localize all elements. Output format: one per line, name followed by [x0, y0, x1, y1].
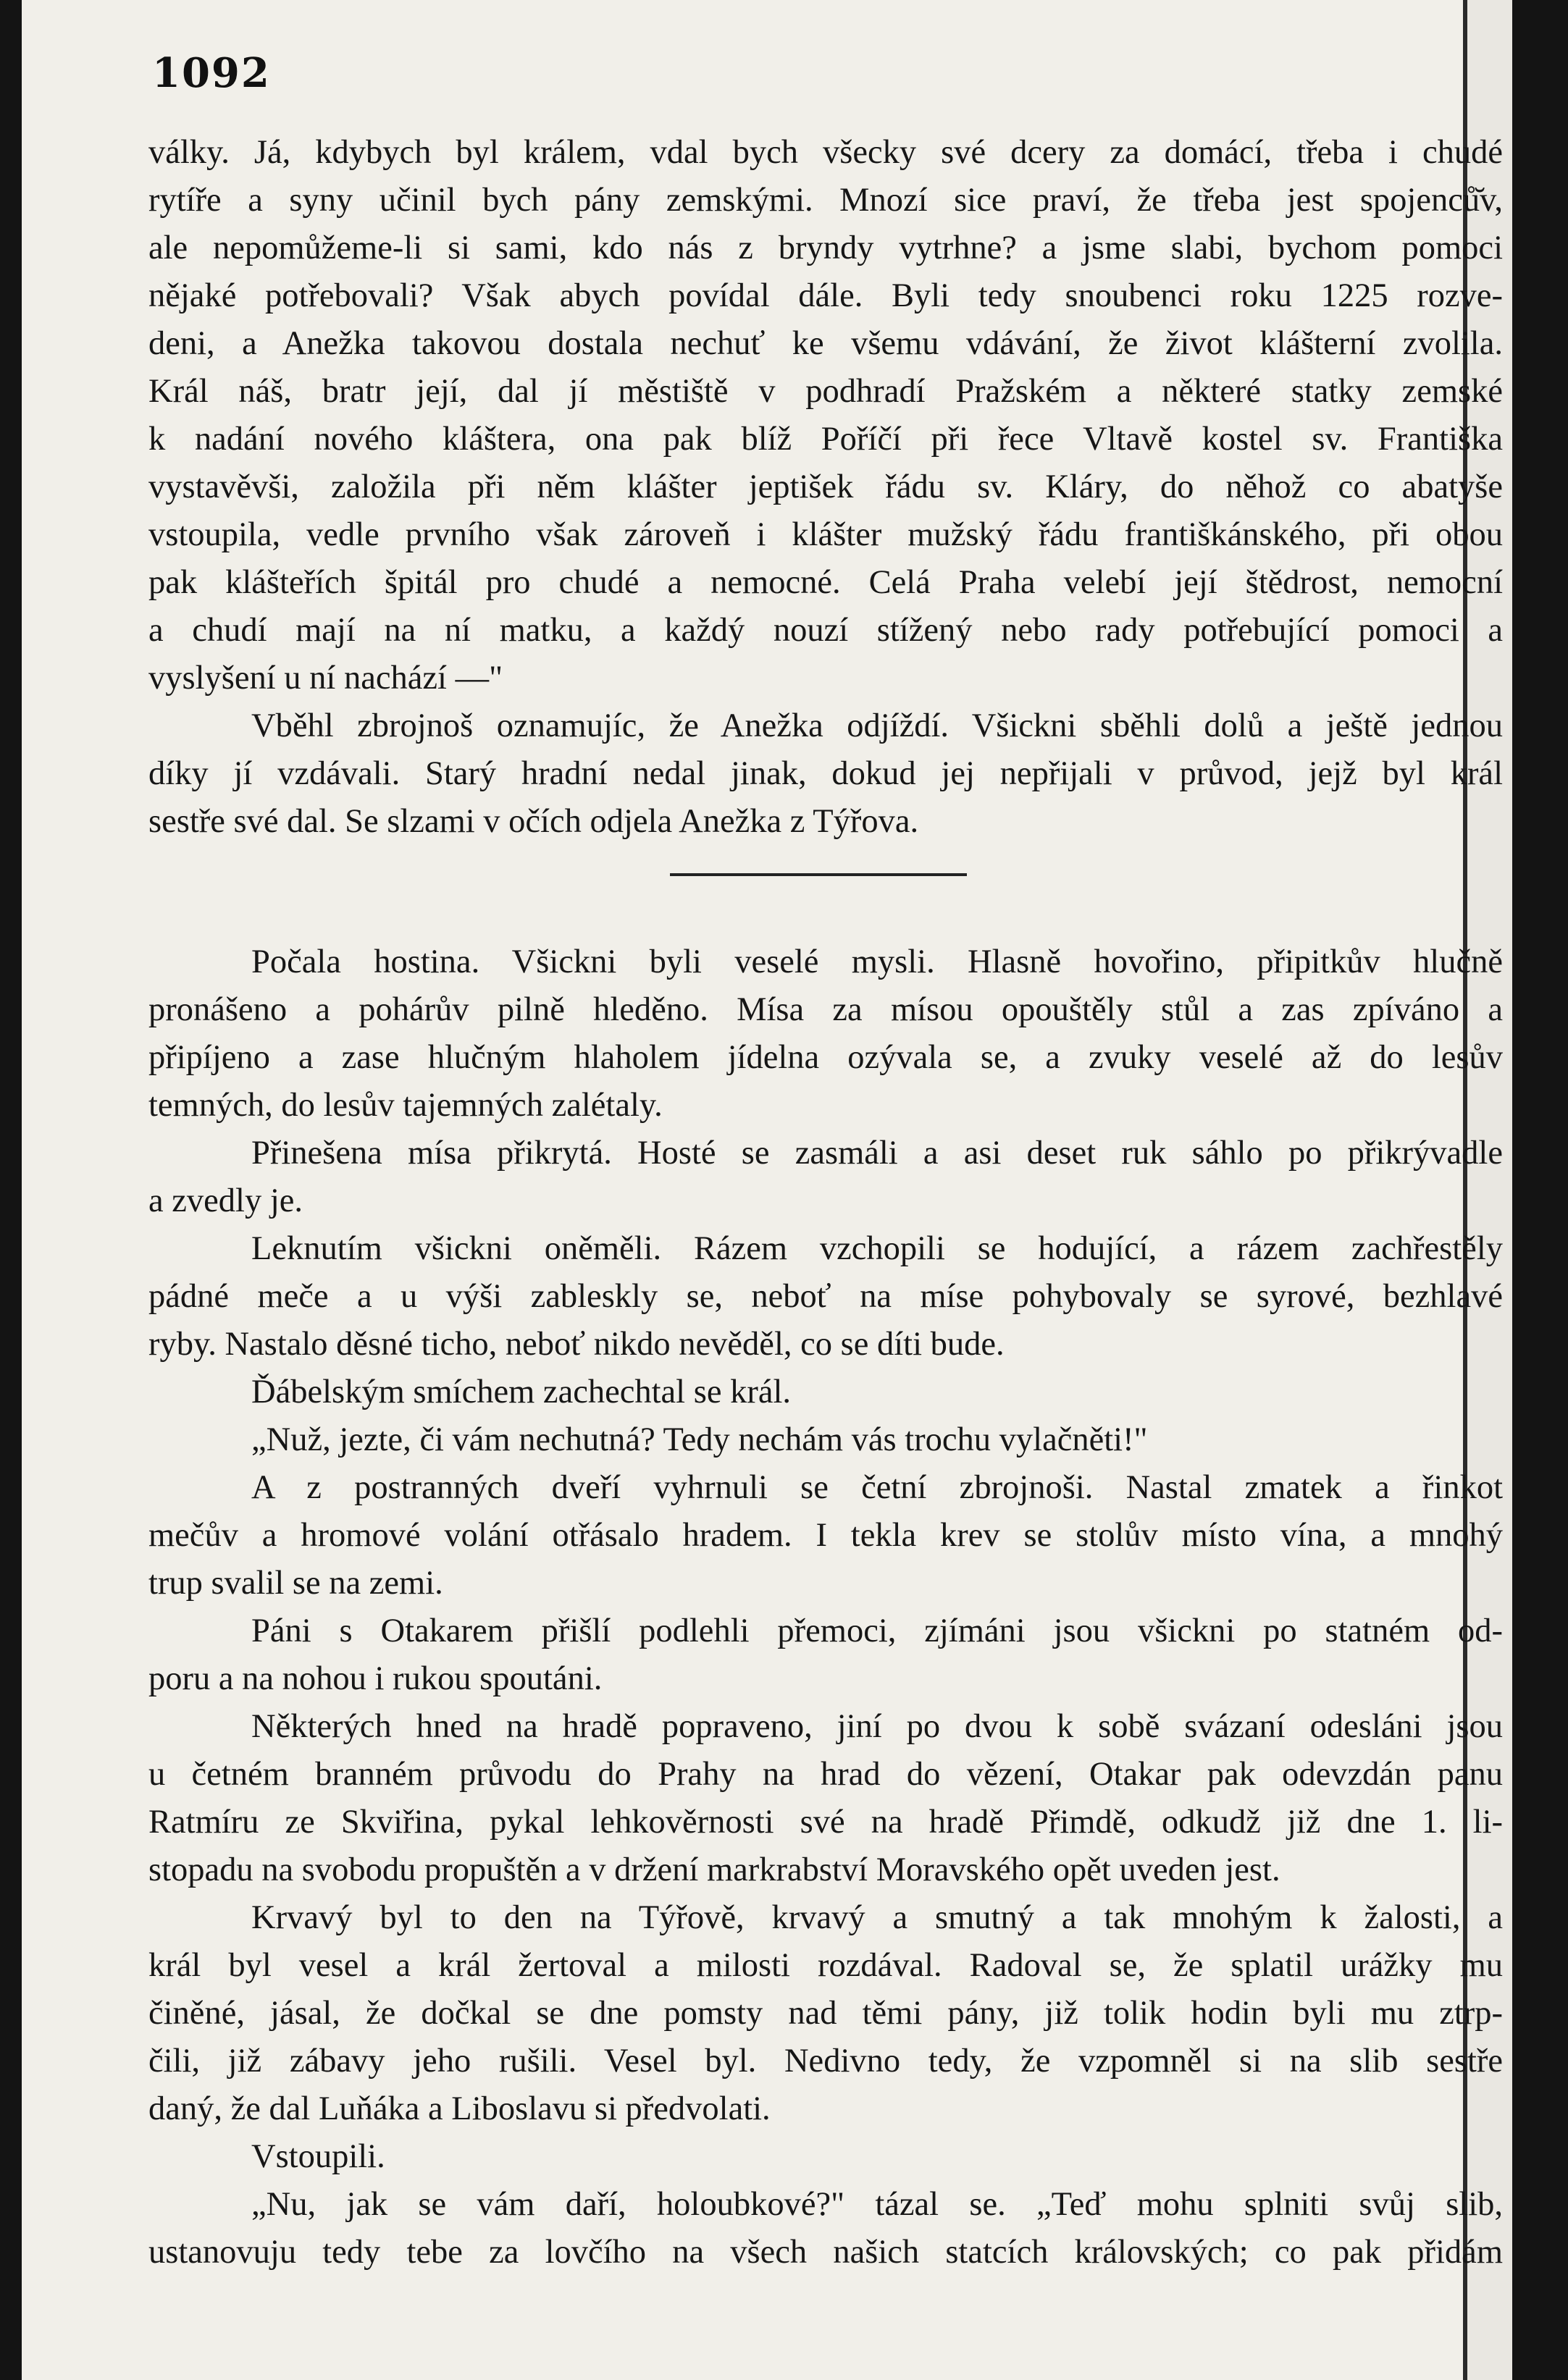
text-line: a chudí mají na ní matku, a každý nouzí stížený nebo rady potřebující pomoci a — [148, 612, 1503, 649]
text-line: pádné meče a u výši zableskly se, neboť na míse pohybovaly se syrové, bezhlavé — [148, 1278, 1503, 1315]
text-line: ryby. Nastalo děsné ticho, neboť nikdo nevěděl, co se díti bude. — [148, 1326, 1005, 1363]
text-line: A z postranných dveří vyhrnuli se četní zbrojnoši. Nastal zmatek a řinkot — [251, 1469, 1503, 1506]
book-page — [22, 0, 1512, 2380]
text-line: ustanovuju tedy tebe za lovčího na všech našich statcích královských; co pak přidám — [148, 2234, 1503, 2271]
text-line: král byl vesel a král žertoval a milosti rozdával. Radoval se, že splatil urážky mu — [148, 1947, 1503, 1984]
paragraph-departure — [148, 702, 1503, 846]
page-text — [148, 129, 1503, 2276]
paragraph-king-laugh — [148, 1368, 1503, 1416]
text-line: temných, do lesův tajemných zalétaly. — [148, 1087, 663, 1124]
text-line: rytíře a syny učinil bych pány zemskými. Mnozí sice praví, že třeba jest spojenců̆v, — [148, 182, 1503, 219]
text-line: pak klášteřích špitál pro chudé a nemocné. Celá Praha velebí její štědrost, nemocní — [148, 564, 1503, 601]
text-line: připíjeno a zase hlučným hlaholem jídelna ozývala se, a zvuky veselé až do lesův — [148, 1039, 1503, 1076]
text-line: Přinešena mísa přikrytá. Hosté se zasmáli a asi deset ruk sáhlo po přikrývadle — [251, 1135, 1503, 1172]
text-line: činěné, jásal, že dočkal se dne pomsty nad těmi pány, již tolik hodin byli mu ztrp- — [148, 1995, 1503, 2032]
text-line: Krvavý byl to den na Týřově, krvavý a smutný a tak mnohým k žalosti, a — [251, 1899, 1503, 1936]
paragraph-king-greeting — [148, 2181, 1503, 2276]
text-line: a zvedly je. — [148, 1182, 303, 1219]
text-line: k nadání nového kláštera, ona pak blíž Poříčí při řece Vltavě kostel sv. Františka — [148, 421, 1503, 458]
paragraph-feast — [148, 938, 1503, 1130]
text-line: trup svalil se na zemi. — [148, 1565, 443, 1602]
text-line: Počala hostina. Všickni byli veselé mysli. Hlasně hovořino, připitkův hlučně — [251, 943, 1503, 980]
text-line: Některých hned na hradě popraveno, jiní po dvou k sobě svázaní odesláni jsou — [251, 1708, 1503, 1745]
text-line: vstoupila, vedle prvního však zároveň i klášter mužský řádu františkánského, při obou — [148, 516, 1503, 553]
text-line: sestře své dal. Se slzami v očích odjela Anežka z Týřova. — [148, 803, 919, 840]
text-line: stopadu na svobodu propuštěn a v držení markrabství Moravského opět uveden jest. — [148, 1851, 1280, 1888]
paragraph-entered — [148, 2133, 1503, 2181]
text-line: ale nepomůžeme-li si sami, kdo nás z bryndy vytrhne? a jsme slabi, bychom pomoci — [148, 230, 1503, 266]
text-line: deni, a Anežka takovou dostala nechuť ke všemu vdávání, že život klášterní zvolila. — [148, 325, 1503, 362]
text-line: Ratmíru ze Skviřina, pykal lehkověrnosti své na hradě Přimdě, odkudž již dne 1. li- — [148, 1804, 1503, 1841]
text-line: nějaké potřebovali? Však abych povídal dále. Byli tedy snoubenci roku 1225 rozve- — [148, 277, 1503, 314]
paragraph-covered-dish — [148, 1130, 1503, 1225]
text-line: díky jí vzdávali. Starý hradní nedal jinak, dokud jej nepřijali v průvod, jejž byl král — [148, 755, 1503, 792]
text-line: Vstoupili. — [251, 2138, 385, 2175]
text-line: pronášeno a pohárův pilně hleděno. Mísa za mísou opouštěly stůl a zas zpíváno a — [148, 991, 1503, 1028]
page-number: 1092 — [152, 49, 271, 97]
text-line: války. Já, kdybych byl králem, vdal bych všecky své dcery za domácí, třeba i chudé — [148, 134, 1503, 171]
text-line: poru a na nohou i rukou spoutáni. — [148, 1660, 603, 1697]
text-line: Leknutím všickni oněměli. Rázem vzchopili se hodující, a rázem zachřestěly — [251, 1230, 1503, 1267]
text-line: „Nuž, jezte, či vám nechutná? Tedy nechám vás trochu vylačněti!" — [251, 1421, 1148, 1458]
paragraph-king-speech — [148, 1416, 1503, 1464]
text-line: „Nu, jak se vám daří, holoubkové?" tázal se. „Teď mohu splniti svůj slib, — [251, 2186, 1503, 2223]
text-line: vyslyšení u ní nachází —" — [148, 660, 503, 697]
paragraph-bloody-day — [148, 1894, 1503, 2133]
section-separator — [148, 846, 1503, 938]
paragraph-soldiers — [148, 1464, 1503, 1607]
text-line: čili, již zábavy jeho rušili. Vesel byl. Nedivno tedy, že vzpomněl si na slib sestře — [148, 2043, 1503, 2080]
text-line: Král náš, bratr její, dal jí městiště v podhradí Pražském a některé statky zemské — [148, 373, 1503, 410]
separator-rule — [670, 873, 967, 876]
text-line: Páni s Otakarem přišlí podlehli přemoci, zjímáni jsou všickni po statném od- — [251, 1612, 1503, 1649]
text-line: daný, že dal Luňáka a Liboslavu si předvolati. — [148, 2090, 771, 2127]
text-line: Vběhl zbrojnoš oznamujíc, že Anežka odjíždí. Všickni sběhli dolů a ještě jednou — [251, 707, 1503, 744]
text-line: mečův a hromové volání otřásalo hradem. I tekla krev se stolův místo vína, a mnohý — [148, 1517, 1503, 1554]
paragraph-fright — [148, 1225, 1503, 1368]
paragraph-lords-captured — [148, 1607, 1503, 1703]
paragraph-speech-end — [148, 129, 1503, 702]
text-line: vystavěvši, založila při něm klášter jeptišek řádu sv. Kláry, do něhož co abatyše — [148, 468, 1503, 505]
paragraph-executions — [148, 1703, 1503, 1894]
text-line: u četném branném průvodu do Prahy na hrad do vězení, Otakar pak odevzdán panu — [148, 1756, 1503, 1793]
text-line: Ďábelským smíchem zachechtal se král. — [251, 1374, 791, 1410]
